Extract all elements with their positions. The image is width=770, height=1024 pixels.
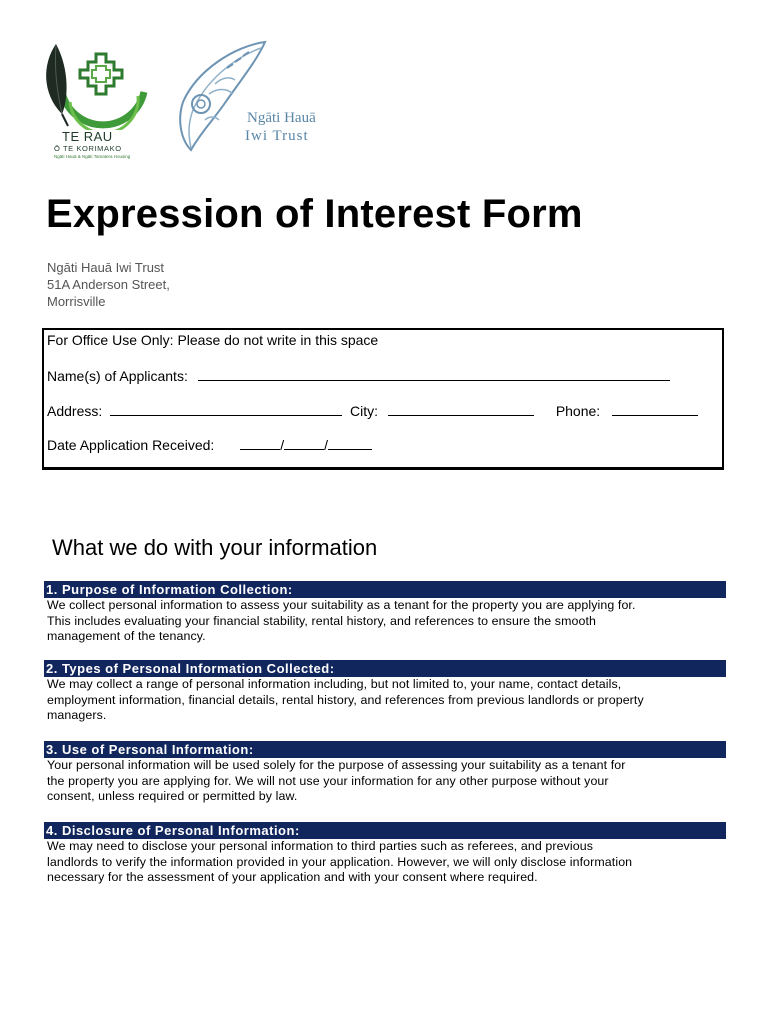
info-line: managers. [47, 708, 107, 722]
info-line: We may need to disclose your personal information to third parties such as referees, and previous [47, 839, 593, 853]
trust-address [47, 259, 170, 310]
te-rau-title: TE RAU [62, 129, 113, 144]
info-line: We collect personal information to assess your suitability as a tenant for the property you are applying for. [47, 598, 636, 612]
te-rau-subtitle: Ō TE KORIMAKO [54, 144, 122, 153]
date-separator: / [324, 437, 328, 453]
address-row [47, 402, 698, 419]
page-title: Expression of Interest Form [46, 192, 583, 236]
info-section-heading: What we do with your information [52, 535, 378, 560]
info-item-purpose [44, 581, 726, 645]
info-item-title: 3. Use of Personal Information: [44, 741, 726, 758]
te-rau-emblem-icon [40, 40, 155, 130]
info-item-body [44, 598, 726, 645]
address-line: 51A Anderson Street, [47, 277, 170, 292]
address-label: Address: [47, 403, 103, 419]
info-line: This includes evaluating your financial stability, rental history, and references to ensure the smooth [47, 613, 597, 628]
office-use-box [42, 328, 724, 470]
info-line: landlords to verify the information provided in your application. However, we will only disclose information [47, 854, 633, 869]
info-item-body [44, 839, 726, 886]
phone-label: Phone: [555, 403, 601, 419]
info-item-title: 4. Disclosure of Personal Information: [44, 822, 726, 839]
address-line: Morrisville [47, 294, 106, 309]
address-field[interactable] [110, 402, 342, 416]
info-line: Your personal information will be used solely for the purpose of assessing your suitability as a tenant for [47, 758, 626, 772]
logo-area [40, 40, 340, 170]
applicants-row [47, 367, 670, 384]
ngati-haua-trust: Iwi Trust [245, 128, 309, 144]
te-rau-tagline: Ngāti Hauā & Ngāti Tamatera Housing [54, 154, 131, 159]
date-day-field[interactable] [240, 436, 280, 450]
info-line: We may collect a range of personal information including, but not limited to, your name, contact details, [47, 677, 622, 691]
address-line: Ngāti Hauā Iwi Trust [47, 260, 165, 275]
te-rau-logo [40, 40, 155, 165]
office-use-heading: For Office Use Only: Please do not write in this space [47, 332, 379, 348]
date-separator: / [280, 437, 285, 453]
info-item-title: 1. Purpose of Information Collection: [44, 581, 726, 598]
applicants-field[interactable] [198, 367, 670, 381]
info-line: management of the tenancy. [47, 629, 206, 643]
info-item-disclosure [44, 822, 726, 886]
date-row [47, 436, 372, 453]
ngati-haua-logo [175, 40, 325, 160]
city-field[interactable] [388, 402, 534, 416]
info-item-body [44, 758, 726, 805]
info-line: consent, unless required or permitted by law. [47, 789, 298, 803]
city-label: City: [350, 403, 379, 419]
applicants-label: Name(s) of Applicants: [47, 368, 188, 384]
date-month-field[interactable] [284, 436, 324, 450]
info-item-body [44, 677, 726, 724]
info-line: necessary for the assessment of your application and with your consent where required. [47, 870, 538, 884]
date-year-field[interactable] [328, 436, 372, 450]
info-line: employment information, financial details, rental history, and references from previous landlords or property [47, 692, 644, 707]
info-item-use [44, 741, 726, 805]
ngati-haua-name: Ngāti Hauā [247, 110, 316, 126]
info-item-title: 2. Types of Personal Information Collected: [44, 660, 726, 677]
date-label: Date Application Received: [47, 437, 215, 453]
phone-field[interactable] [612, 402, 698, 416]
info-item-types [44, 660, 726, 724]
info-line: the property you are applying for. We will not use your information for any other purpose without your [47, 773, 609, 788]
